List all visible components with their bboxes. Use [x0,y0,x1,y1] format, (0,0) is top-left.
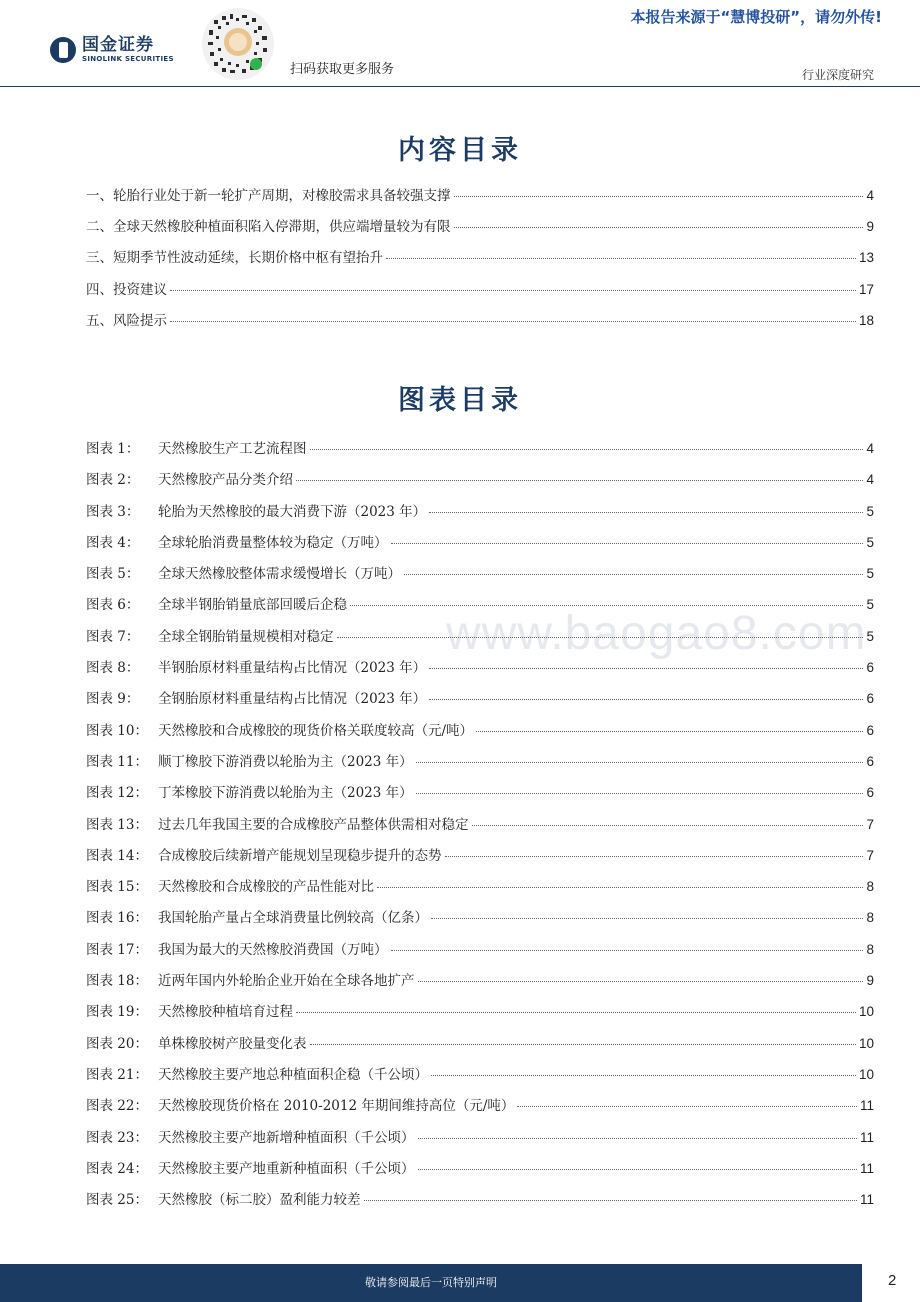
watermark: www.baogao8.com [446,607,867,660]
toc-entry-title: 短期季节性波动延续，长期价格中枢有望抬升 [113,250,383,267]
figure-entry-title: 天然橡胶和合成橡胶的产品性能对比 [158,879,374,896]
figure-entry[interactable] [86,1126,874,1157]
toc-entry-page: 17 [858,281,874,297]
dot-leader [377,887,863,888]
figure-entry[interactable] [86,750,874,781]
figure-entry-number: 图表 11： [86,753,148,770]
dot-leader [429,699,863,700]
figure-entry-title: 天然橡胶主要产地新增种植面积（千公顷） [158,1129,415,1146]
dot-leader [416,762,864,763]
figure-entry-title: 合成橡胶后续新增产能规划呈现稳步提升的态势 [158,847,442,864]
figure-entry-page: 5 [866,534,874,550]
figure-entry-page: 4 [866,441,874,456]
dot-leader [454,227,864,228]
figure-entry-title: 顺丁橡胶下游消费以轮胎为主（2023 年） [158,753,413,770]
figure-entry-page: 6 [866,691,874,707]
toc-entry-title: 风险提示 [113,312,167,329]
dot-leader [170,321,856,322]
figure-entry-title: 全球半钢胎销量底部回暖后企稳 [158,597,347,614]
dot-leader [418,981,864,982]
company-logo [50,36,174,64]
figure-entry[interactable] [86,719,874,750]
figure-entry-page: 6 [866,722,874,738]
figure-entry-page: 8 [866,941,874,957]
figure-entry-title: 近两年国内外轮胎企业开始在全球各地扩产 [158,973,415,990]
toc-entry-number: 三、 [86,250,113,267]
toc-entry-number: 五、 [86,312,113,329]
figure-entry-title: 天然橡胶生产工艺流程图 [158,441,307,457]
figure-entry-title: 单株橡胶树产胶量变化表 [158,1035,307,1052]
dot-leader [418,1169,857,1170]
toc-entry-page: 18 [858,312,874,328]
contents-list [86,184,874,340]
figure-entry[interactable] [86,906,874,937]
figure-entry-page: 10 [858,1066,874,1082]
figure-entry[interactable] [86,656,874,687]
figure-entry-page: 4 [866,472,874,488]
figure-entry[interactable] [86,500,874,531]
dot-leader [386,258,856,259]
figure-entry[interactable] [86,938,874,969]
figure-entry-page: 11 [859,1160,874,1176]
figure-entry-title: 天然橡胶产品分类介绍 [158,472,293,489]
dot-leader [170,290,856,291]
figure-entry[interactable] [86,781,874,812]
toc-entry[interactable] [86,309,874,340]
figure-entry-page: 8 [866,879,874,895]
figure-entry-title: 我国为最大的天然橡胶消费国（万吨） [158,941,388,958]
figure-entry[interactable] [86,1188,874,1219]
dot-leader [431,1075,856,1076]
figure-entry[interactable] [86,468,874,499]
dot-leader [429,512,863,513]
figure-entry-number: 图表 21： [86,1066,148,1083]
toc-entry-number: 二、 [86,219,113,236]
figure-entry[interactable] [86,437,874,468]
header-divider [0,86,920,87]
figure-entry-number: 图表 14： [86,847,148,864]
logo-english-name: SINOLINK SECURITIES [82,55,174,63]
figure-entry-number: 图表 4： [86,534,140,551]
figure-entry-page: 5 [866,628,874,644]
figure-entry[interactable] [86,687,874,718]
figure-entry-number: 图表 15： [86,879,148,896]
figure-entry-number: 图表 25： [86,1192,148,1209]
dot-leader [431,918,863,919]
dot-leader [391,950,864,951]
figure-entry-page: 10 [858,1035,874,1051]
figure-entry-page: 6 [866,660,874,676]
dot-leader [476,731,863,732]
figure-entry[interactable] [86,969,874,1000]
figure-entry-page: 7 [866,847,874,863]
figure-entry-title: 全钢胎原材料重量结构占比情况（2023 年） [158,691,427,708]
source-notice: 本报告来源于“慧博投研”，请勿外传! [630,8,882,26]
figure-entry-number: 图表 3： [86,503,140,520]
figures-title: 图表目录 [398,385,522,416]
toc-entry[interactable] [86,278,874,309]
figure-entry-number: 图表 19： [86,1004,148,1021]
toc-entry-number: 四、 [86,281,113,298]
figure-entry[interactable] [86,875,874,906]
figure-entry-page: 8 [866,910,874,926]
dot-leader [337,637,864,638]
figure-entry-page: 10 [858,1004,874,1020]
toc-entry[interactable] [86,184,874,215]
figure-entry-page: 11 [859,1192,874,1208]
toc-entry-title: 全球天然橡胶种植面积陷入停滞期，供应端增量较为有限 [113,219,451,236]
figure-entry-page: 11 [859,1129,874,1145]
figure-entry-title: 全球天然橡胶整体需求缓慢增长（万吨） [158,566,401,583]
figure-entry-title: 轮胎为天然橡胶的最大消费下游（2023 年） [158,503,427,520]
figure-entry-number: 图表 12： [86,785,148,802]
toc-entry-page: 4 [866,188,874,203]
figure-entry[interactable] [86,593,874,624]
figure-entry-title: 我国轮胎产量占全球消费量比例较高（亿条） [158,910,428,927]
figure-entry-number: 图表 6： [86,597,140,614]
figure-entry[interactable] [86,844,874,875]
figure-entry-page: 6 [866,753,874,769]
figure-entry-page: 11 [859,1098,874,1114]
figure-entry-page: 5 [866,597,874,613]
figure-entry-title: 天然橡胶（标二胶）盈利能力较差 [158,1192,361,1209]
figure-entry-number: 图表 9： [86,691,140,708]
dot-leader [364,1200,857,1201]
figure-entry-number: 图表 18： [86,973,148,990]
figure-entry-title: 全球轮胎消费量整体较为稳定（万吨） [158,534,388,551]
dot-leader [454,196,864,197]
toc-entry-title: 投资建议 [113,281,167,298]
figure-entry-page: 5 [866,503,874,519]
figure-entry[interactable] [86,1000,874,1031]
qr-caption: 扫码获取更多服务 [290,62,395,77]
dot-leader [429,668,863,669]
figure-entry-number: 图表 17： [86,941,148,958]
figure-entry-page: 6 [866,785,874,801]
figure-entry[interactable] [86,813,874,844]
figure-entry-title: 丁苯橡胶下游消费以轮胎为主（2023 年） [158,785,413,802]
figure-entry-page: 7 [866,816,874,832]
figure-entry-number: 图表 16： [86,910,148,927]
dot-leader [391,543,864,544]
dot-leader [296,1012,856,1013]
logo-chinese-name: 国金证券 [82,35,154,55]
dot-leader [517,1106,857,1107]
qr-code-icon [200,6,276,82]
dot-leader [310,449,864,450]
dot-leader [296,480,863,481]
toc-entry-page: 13 [858,250,874,266]
company-logo-icon [50,37,76,63]
figure-entry-title: 半钢胎原材料重量结构占比情况（2023 年） [158,660,427,677]
figures-list [86,437,874,1219]
figure-entry[interactable] [86,1032,874,1063]
figure-entry-title: 天然橡胶主要产地重新种植面积（千公顷） [158,1160,415,1177]
dot-leader [404,574,863,575]
footer-disclaimer: 敬请参阅最后一页特别声明 [365,1276,497,1289]
figure-entry-title: 过去几年我国主要的合成橡胶产品整体供需相对稳定 [158,816,469,833]
figure-entry-page: 5 [866,566,874,582]
figure-entry-number: 图表 1： [86,441,140,457]
dot-leader [416,793,864,794]
toc-entry-number: 一、 [86,188,113,204]
toc-entry-title: 轮胎行业处于新一轮扩产周期，对橡胶需求具备较强支撑 [113,188,451,204]
figure-entry-number: 图表 2： [86,472,140,489]
figure-entry-number: 图表 8： [86,660,140,677]
figure-entry-number: 图表 10： [86,722,148,739]
dot-leader [350,605,863,606]
figure-entry-title: 天然橡胶种植培育过程 [158,1004,293,1021]
dot-leader [310,1044,856,1045]
figure-entry-number: 图表 22： [86,1098,148,1115]
figure-entry[interactable] [86,1063,874,1094]
figure-entry-number: 图表 20： [86,1035,148,1052]
figure-entry[interactable] [86,1094,874,1125]
figure-entry[interactable] [86,531,874,562]
report-type-label: 行业深度研究 [801,68,874,82]
figure-entry-number: 图表 5： [86,566,140,583]
figure-entry[interactable] [86,562,874,593]
figure-entry[interactable] [86,625,874,656]
dot-leader [418,1138,857,1139]
figure-entry-number: 图表 13： [86,816,148,833]
contents-title: 内容目录 [398,135,522,166]
figure-entry-number: 图表 23： [86,1129,148,1146]
toc-entry-page: 9 [866,219,874,235]
figure-entry-page: 9 [866,973,874,989]
figure-entry-number: 图表 24： [86,1160,148,1177]
figure-entry[interactable] [86,1157,874,1188]
figure-entry-title: 天然橡胶和合成橡胶的现货价格关联度较高（元/吨） [158,722,474,739]
toc-entry[interactable] [86,215,874,246]
figure-entry-title: 天然橡胶现货价格在 2010-2012 年期间维持高位（元/吨） [158,1098,515,1115]
figure-entry-number: 图表 7： [86,628,140,645]
page-header [0,0,920,90]
figure-entry-title: 天然橡胶主要产地总种植面积企稳（千公顷） [158,1066,428,1083]
dot-leader [472,825,864,826]
toc-entry[interactable] [86,246,874,277]
page-number: 2 [888,1272,897,1289]
dot-leader [445,856,864,857]
figure-entry-title: 全球全钢胎销量规模相对稳定 [158,628,334,645]
